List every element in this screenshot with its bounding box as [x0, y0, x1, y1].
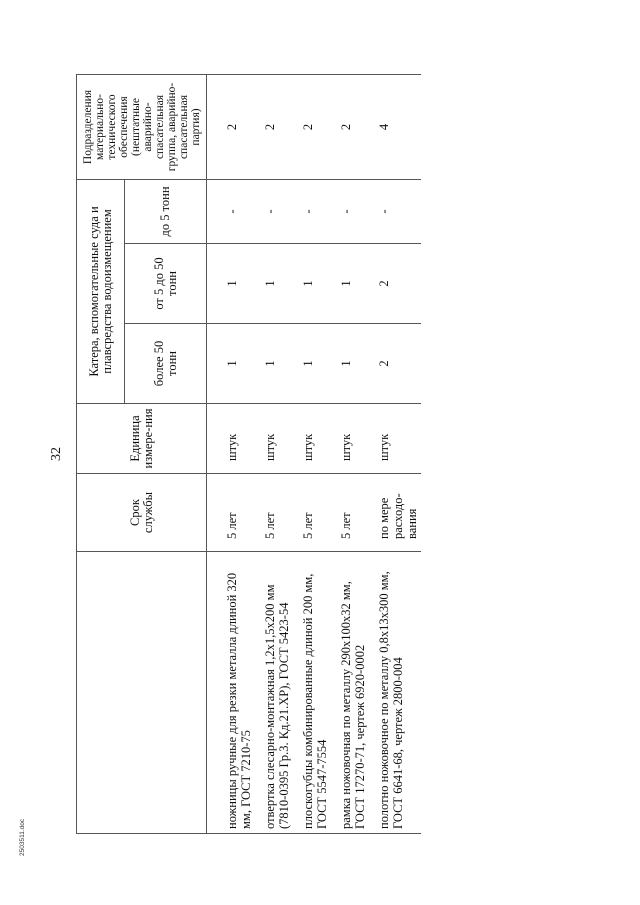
qty-over-50: 2: [369, 324, 421, 404]
qty-up-to-5: -: [331, 180, 369, 244]
qty-supply-units: 4: [369, 75, 421, 180]
service-life: 5 лет: [331, 474, 369, 552]
footer-file-code: 2503511.doc: [19, 818, 26, 856]
spacer-row: [207, 75, 219, 834]
table-row: [331, 75, 369, 834]
qty-up-to-5: -: [369, 180, 421, 244]
header-name: [77, 552, 207, 834]
service-life: 5 лет: [219, 474, 255, 552]
qty-over-50: 1: [255, 324, 293, 404]
service-life: 5 лет: [293, 474, 331, 552]
item-name: плоскогубцы комбинированные длиной 200 мм, ГОСТ 5547-7554: [293, 552, 331, 834]
qty-over-50: 1: [219, 324, 255, 404]
qty-5-to-50: 1: [293, 244, 331, 324]
item-name: рамка ножовочная по металлу 290х100х32 мм, ГОСТ 17270-71, чертеж 6920-0002: [331, 552, 369, 834]
qty-supply-units: 2: [293, 75, 331, 180]
table-row: [219, 75, 255, 834]
item-name: полотно ножовочное по металлу 0,8х13х300 мм, ГОСТ 6641-68, чертеж 2800-004: [369, 552, 421, 834]
service-life: 5 лет: [255, 474, 293, 552]
header-vessels-group: Катера, вспомогательные суда и плавсредства водоизмещением: [77, 180, 125, 404]
header-up-to-5: до 5 тонн: [125, 180, 207, 244]
header-over-50: более 50 тонн: [125, 324, 207, 404]
qty-5-to-50: 1: [331, 244, 369, 324]
table-row: [369, 75, 421, 834]
service-life: по мере расходо-вания: [369, 474, 421, 552]
header-supply-units: Подразделения материально-технического обеспечения (нештатные аварийно-спасательная группа, аварийно-спасательная партия): [77, 75, 207, 180]
table-row: [293, 75, 331, 834]
header-5-to-50: от 5 до 50 тонн: [125, 244, 207, 324]
qty-5-to-50: 2: [369, 244, 421, 324]
qty-5-to-50: 1: [255, 244, 293, 324]
header-row-1: [77, 75, 125, 834]
header-unit: Единица измере-ния: [77, 404, 207, 474]
item-name: ножницы ручные для резки металла длиной 320 мм, ГОСТ 7210-75: [219, 552, 255, 834]
unit: штук: [219, 404, 255, 474]
unit: штук: [293, 404, 331, 474]
item-name: отвертка слесарно-монтажная 1,2х1,5х200 мм (7810-0395 Гр.3. Кд.21.ХР), ГОСТ 5423-54: [255, 552, 293, 834]
qty-over-50: 1: [293, 324, 331, 404]
qty-up-to-5: -: [255, 180, 293, 244]
unit: штук: [255, 404, 293, 474]
qty-over-50: 1: [331, 324, 369, 404]
qty-supply-units: 2: [255, 75, 293, 180]
equipment-table: [76, 74, 421, 834]
page-number: 32: [49, 447, 64, 461]
unit: штук: [369, 404, 421, 474]
header-service-life: Срок службы: [77, 474, 207, 552]
unit: штук: [331, 404, 369, 474]
qty-supply-units: 2: [219, 75, 255, 180]
qty-up-to-5: -: [293, 180, 331, 244]
qty-up-to-5: -: [219, 180, 255, 244]
qty-supply-units: 2: [331, 75, 369, 180]
qty-5-to-50: 1: [219, 244, 255, 324]
table-row: [255, 75, 293, 834]
